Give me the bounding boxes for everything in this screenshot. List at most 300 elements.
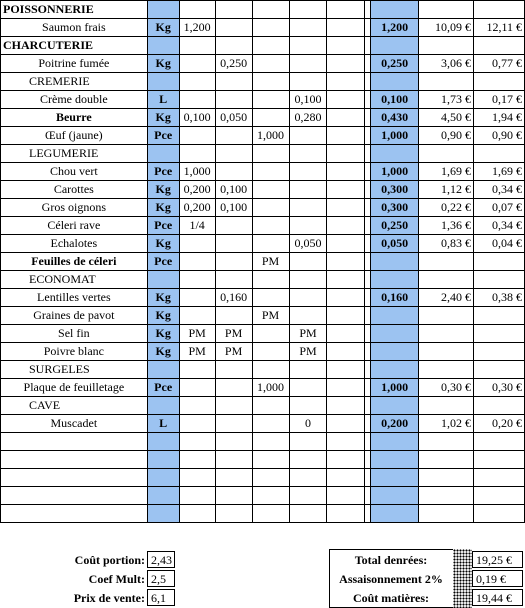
quantity-cell[interactable] [327, 145, 365, 163]
ingredient-name [1, 505, 148, 523]
table-row [1, 55, 525, 73]
table-row [1, 1, 525, 19]
quantity-cell[interactable] [327, 451, 365, 469]
total-price-cell: 0,20 € [473, 415, 524, 433]
quantity-cell[interactable] [252, 433, 289, 451]
ingredient-name: Chou vert [1, 163, 148, 181]
quantity-cell[interactable] [289, 55, 327, 73]
quantity-cell[interactable] [215, 271, 252, 289]
unit-cell: Kg [147, 109, 179, 127]
cout-portion-label: Coût portion: [74, 553, 145, 567]
quantity-cell[interactable]: 0,100 [179, 109, 215, 127]
ingredient-name: Carottes [1, 181, 148, 199]
quantity-cell[interactable]: 0,100 [215, 199, 252, 217]
ingredient-name: Feuilles de céleri [1, 253, 148, 271]
quantity-cell[interactable]: 0,200 [179, 199, 215, 217]
quantity-cell[interactable] [215, 379, 252, 397]
total-quantity-cell: 0,300 [371, 181, 419, 199]
unit-price-cell[interactable]: 0,90 € [419, 127, 474, 145]
quantity-cell[interactable] [179, 73, 215, 91]
quantity-cell[interactable] [327, 91, 365, 109]
quantity-cell[interactable] [327, 55, 365, 73]
quantity-cell[interactable] [215, 73, 252, 91]
cout-portion-value[interactable]: 2,43 [147, 551, 175, 568]
unit-cell: Pce [147, 379, 179, 397]
quantity-cell[interactable] [215, 307, 252, 325]
quantity-cell[interactable] [252, 19, 289, 37]
unit-cell: Kg [147, 19, 179, 37]
quantity-cell[interactable] [327, 505, 365, 523]
total-price-cell [473, 307, 524, 325]
ingredient-name: CAVE [1, 397, 148, 415]
unit-price-cell[interactable] [419, 397, 474, 415]
unit-price-cell[interactable] [419, 433, 474, 451]
quantity-cell[interactable]: PM [179, 325, 215, 343]
quantity-cell[interactable]: 0,100 [289, 91, 327, 109]
unit-cell [147, 361, 179, 379]
unit-price-cell[interactable] [419, 469, 474, 487]
ingredient-name: Gros oignons [1, 199, 148, 217]
quantity-cell[interactable] [289, 379, 327, 397]
quantity-cell[interactable] [252, 91, 289, 109]
unit-price-cell[interactable]: 1,69 € [419, 163, 474, 181]
quantity-cell[interactable] [289, 181, 327, 199]
quantity-cell[interactable] [289, 253, 327, 271]
unit-price-cell[interactable] [419, 253, 474, 271]
unit-price-cell[interactable] [419, 1, 474, 19]
ingredient-name [1, 451, 148, 469]
quantity-cell[interactable] [179, 433, 215, 451]
quantity-cell[interactable] [327, 271, 365, 289]
quantity-cell[interactable] [252, 397, 289, 415]
quantity-cell[interactable] [179, 379, 215, 397]
quantity-cell[interactable] [215, 505, 252, 523]
table-row [1, 451, 525, 469]
quantity-cell[interactable] [327, 109, 365, 127]
assaisonnement-value[interactable]: 0,19 € [472, 570, 523, 587]
quantity-cell[interactable] [327, 19, 365, 37]
quantity-cell[interactable] [252, 199, 289, 217]
ingredient-name: Crème double [1, 91, 148, 109]
unit-price-cell[interactable]: 3,06 € [419, 55, 474, 73]
quantity-cell[interactable] [179, 505, 215, 523]
quantity-cell[interactable] [179, 451, 215, 469]
total-price-cell [473, 361, 524, 379]
quantity-cell[interactable] [215, 19, 252, 37]
total-quantity-cell: 0,100 [371, 91, 419, 109]
ingredient-name [1, 487, 148, 505]
table-row [1, 361, 525, 379]
quantity-cell[interactable] [179, 469, 215, 487]
total-quantity-cell: 0,250 [371, 217, 419, 235]
quantity-cell[interactable] [179, 91, 215, 109]
quantity-cell[interactable] [252, 487, 289, 505]
quantity-cell[interactable] [289, 469, 327, 487]
total-price-cell [473, 73, 524, 91]
quantity-cell[interactable] [327, 325, 365, 343]
ingredient-name: SURGELES [1, 361, 148, 379]
total-price-cell: 0,38 € [473, 289, 524, 307]
unit-cell [147, 505, 179, 523]
quantity-cell[interactable] [179, 1, 215, 19]
quantity-cell[interactable] [327, 217, 365, 235]
quantity-cell[interactable] [252, 343, 289, 361]
total-quantity-cell [371, 37, 419, 55]
quantity-cell[interactable]: PM [215, 325, 252, 343]
cout-matieres-label: Coût matières: [352, 591, 430, 605]
quantity-cell[interactable] [252, 217, 289, 235]
unit-cell [147, 271, 179, 289]
quantity-cell[interactable] [289, 433, 327, 451]
quantity-cell[interactable] [327, 181, 365, 199]
quantity-cell[interactable] [252, 469, 289, 487]
total-price-cell [473, 1, 524, 19]
unit-price-cell[interactable] [419, 325, 474, 343]
unit-price-cell[interactable] [419, 361, 474, 379]
unit-price-cell[interactable]: 2,40 € [419, 289, 474, 307]
quantity-cell[interactable] [179, 289, 215, 307]
quantity-cell[interactable] [327, 289, 365, 307]
quantity-cell[interactable] [289, 505, 327, 523]
total-quantity-cell [371, 505, 419, 523]
ingredient-name: LEGUMERIE [1, 145, 148, 163]
quantity-cell[interactable] [179, 37, 215, 55]
quantity-cell[interactable] [252, 235, 289, 253]
quantity-cell[interactable]: PM [289, 343, 327, 361]
quantity-cell[interactable]: 0,200 [179, 181, 215, 199]
quantity-cell[interactable] [252, 451, 289, 469]
total-quantity-cell [371, 433, 419, 451]
quantity-cell[interactable] [252, 37, 289, 55]
summary-footer [0, 549, 525, 608]
total-quantity-cell: 0,250 [371, 55, 419, 73]
ingredient-name: Œuf (jaune) [1, 127, 148, 145]
coef-mult-value[interactable]: 2,5 [147, 570, 175, 587]
quantity-cell[interactable] [289, 397, 327, 415]
quantity-cell[interactable] [289, 307, 327, 325]
quantity-cell[interactable] [215, 37, 252, 55]
unit-price-cell[interactable]: 10,09 € [419, 19, 474, 37]
table-row [1, 469, 525, 487]
quantity-cell[interactable] [327, 37, 365, 55]
unit-cell [147, 37, 179, 55]
quantity-cell[interactable] [327, 307, 365, 325]
quantity-cell[interactable] [252, 415, 289, 433]
table-row [1, 505, 525, 523]
table-row [1, 217, 525, 235]
quantity-cell[interactable] [252, 145, 289, 163]
quantity-cell[interactable] [289, 37, 327, 55]
quantity-cell[interactable] [327, 397, 365, 415]
quantity-cell[interactable] [327, 433, 365, 451]
prix-vente-value[interactable]: 6,1 [147, 589, 175, 606]
unit-price-cell[interactable] [419, 307, 474, 325]
unit-cell: Kg [147, 55, 179, 73]
quantity-cell[interactable]: PM [252, 253, 289, 271]
quantity-cell[interactable] [327, 469, 365, 487]
table-row [1, 19, 525, 37]
quantity-cell[interactable]: 1,200 [179, 19, 215, 37]
quantity-cell[interactable] [215, 397, 252, 415]
ingredient-name: Plaque de feuilletage [1, 379, 148, 397]
total-price-cell [473, 145, 524, 163]
quantity-cell[interactable] [179, 361, 215, 379]
quantity-cell[interactable] [289, 217, 327, 235]
total-quantity-cell [371, 397, 419, 415]
unit-price-cell[interactable]: 0,22 € [419, 199, 474, 217]
quantity-cell[interactable] [252, 325, 289, 343]
quantity-cell[interactable]: 0,250 [215, 55, 252, 73]
prix-vente-label: Prix de vente: [73, 591, 145, 605]
total-price-cell: 0,17 € [473, 91, 524, 109]
quantity-cell[interactable] [289, 451, 327, 469]
quantity-cell[interactable] [179, 55, 215, 73]
quantity-cell[interactable]: 1,000 [252, 127, 289, 145]
unit-price-cell[interactable] [419, 451, 474, 469]
quantity-cell[interactable] [179, 145, 215, 163]
unit-price-cell[interactable] [419, 343, 474, 361]
total-quantity-cell [371, 325, 419, 343]
unit-price-cell[interactable] [419, 271, 474, 289]
quantity-cell[interactable] [215, 145, 252, 163]
quantity-cell[interactable] [215, 469, 252, 487]
quantity-cell[interactable]: 0,160 [215, 289, 252, 307]
unit-cell: Pce [147, 253, 179, 271]
quantity-cell[interactable] [327, 379, 365, 397]
table-row [1, 307, 525, 325]
quantity-cell[interactable] [289, 271, 327, 289]
unit-cell: Kg [147, 289, 179, 307]
table-row [1, 73, 525, 91]
unit-cell: L [147, 91, 179, 109]
unit-price-cell[interactable]: 1,73 € [419, 91, 474, 109]
quantity-cell[interactable] [215, 361, 252, 379]
quantity-cell[interactable] [327, 73, 365, 91]
quantity-cell[interactable] [179, 253, 215, 271]
quantity-cell[interactable] [252, 1, 289, 19]
total-price-cell: 0,77 € [473, 55, 524, 73]
unit-cell [147, 487, 179, 505]
unit-cell: Kg [147, 307, 179, 325]
quantity-cell[interactable] [327, 163, 365, 181]
ingredient-name: ECONOMAT [1, 271, 148, 289]
total-price-cell [473, 451, 524, 469]
quantity-cell[interactable] [252, 289, 289, 307]
assaisonnement-label: Assaisonnement 2% [339, 572, 443, 586]
unit-cell: Kg [147, 325, 179, 343]
total-price-cell: 0,04 € [473, 235, 524, 253]
total-quantity-cell [371, 343, 419, 361]
table-row [1, 37, 525, 55]
quantity-cell[interactable] [327, 415, 365, 433]
quantity-cell[interactable] [327, 361, 365, 379]
table-row [1, 235, 525, 253]
total-quantity-cell [371, 253, 419, 271]
unit-cell [147, 433, 179, 451]
quantity-cell[interactable]: 0,050 [215, 109, 252, 127]
quantity-cell[interactable] [252, 271, 289, 289]
total-price-cell [473, 271, 524, 289]
unit-price-cell[interactable] [419, 487, 474, 505]
quantity-cell[interactable] [327, 199, 365, 217]
total-quantity-cell: 0,200 [371, 415, 419, 433]
quantity-cell[interactable] [327, 487, 365, 505]
unit-cell [147, 397, 179, 415]
unit-price-cell[interactable]: 1,36 € [419, 217, 474, 235]
quantity-cell[interactable] [179, 415, 215, 433]
quantity-cell[interactable] [215, 451, 252, 469]
quantity-cell[interactable] [179, 127, 215, 145]
quantity-cell[interactable] [252, 163, 289, 181]
total-price-cell [473, 397, 524, 415]
quantity-cell[interactable] [179, 235, 215, 253]
cout-matieres-value[interactable]: 19,44 € [472, 589, 523, 606]
unit-price-cell[interactable] [419, 145, 474, 163]
quantity-cell[interactable] [252, 55, 289, 73]
quantity-cell[interactable] [289, 361, 327, 379]
quantity-cell[interactable] [252, 361, 289, 379]
ingredient-name: Echalotes [1, 235, 148, 253]
table-row [1, 343, 525, 361]
unit-cell: Pce [147, 217, 179, 235]
unit-price-cell[interactable] [419, 37, 474, 55]
total-price-cell [473, 253, 524, 271]
ingredient-name: Graines de pavot [1, 307, 148, 325]
quantity-cell[interactable] [215, 415, 252, 433]
ingredient-name: Céleri rave [1, 217, 148, 235]
total-price-cell: 0,30 € [473, 379, 524, 397]
quantity-cell[interactable]: PM [215, 343, 252, 361]
quantity-cell[interactable]: 0,280 [289, 109, 327, 127]
quantity-cell[interactable]: 0 [289, 415, 327, 433]
quantity-cell[interactable] [289, 19, 327, 37]
table-row [1, 271, 525, 289]
quantity-cell[interactable] [252, 505, 289, 523]
total-quantity-cell [371, 487, 419, 505]
ingredient-name: Saumon frais [1, 19, 148, 37]
ingredient-name: Muscadet [1, 415, 148, 433]
table-row [1, 145, 525, 163]
quantity-cell[interactable] [215, 235, 252, 253]
quantity-cell[interactable] [215, 1, 252, 19]
quantity-cell[interactable] [289, 199, 327, 217]
quantity-cell[interactable]: PM [179, 343, 215, 361]
quantity-cell[interactable] [215, 217, 252, 235]
table-row [1, 181, 525, 199]
unit-cell: L [147, 415, 179, 433]
unit-price-cell[interactable] [419, 73, 474, 91]
quantity-cell[interactable] [215, 433, 252, 451]
unit-price-cell[interactable]: 1,02 € [419, 415, 474, 433]
unit-cell: Kg [147, 235, 179, 253]
quantity-cell[interactable] [289, 1, 327, 19]
total-quantity-cell [371, 307, 419, 325]
quantity-cell[interactable] [179, 307, 215, 325]
quantity-cell[interactable] [289, 127, 327, 145]
table-row [1, 397, 525, 415]
table-row [1, 487, 525, 505]
total-price-cell: 0,34 € [473, 181, 524, 199]
unit-cell: Kg [147, 181, 179, 199]
unit-cell: Pce [147, 127, 179, 145]
total-price-cell [473, 487, 524, 505]
total-quantity-cell: 1,200 [371, 19, 419, 37]
unit-price-cell[interactable]: 4,50 € [419, 109, 474, 127]
quantity-cell[interactable] [327, 253, 365, 271]
total-price-cell: 12,11 € [473, 19, 524, 37]
unit-price-cell[interactable] [419, 505, 474, 523]
quantity-cell[interactable] [215, 163, 252, 181]
total-price-cell [473, 37, 524, 55]
quantity-cell[interactable]: 1,000 [179, 163, 215, 181]
quantity-cell[interactable] [215, 487, 252, 505]
ingredient-rows [1, 1, 525, 523]
quantity-cell[interactable] [289, 163, 327, 181]
quantity-cell[interactable]: PM [252, 307, 289, 325]
total-denrees-value[interactable]: 19,25 € [472, 551, 523, 568]
quantity-cell[interactable] [252, 109, 289, 127]
quantity-cell[interactable]: PM [289, 325, 327, 343]
quantity-cell[interactable] [327, 127, 365, 145]
ingredient-name: POISSONNERIE [1, 1, 148, 19]
quantity-cell[interactable]: 1,000 [252, 379, 289, 397]
quantity-cell[interactable] [289, 73, 327, 91]
quantity-cell[interactable] [252, 73, 289, 91]
table-row [1, 415, 525, 433]
total-price-cell: 1,94 € [473, 109, 524, 127]
quantity-cell[interactable] [179, 397, 215, 415]
unit-price-cell[interactable]: 0,83 € [419, 235, 474, 253]
total-quantity-cell [371, 451, 419, 469]
ingredient-name: CREMERIE [1, 73, 148, 91]
table-row [1, 325, 525, 343]
total-quantity-cell [371, 361, 419, 379]
quantity-cell[interactable] [215, 91, 252, 109]
total-quantity-cell: 0,160 [371, 289, 419, 307]
quantity-cell[interactable]: 1/4 [179, 217, 215, 235]
total-quantity-cell [371, 1, 419, 19]
ingredient-name: Beurre [1, 109, 148, 127]
quantity-cell[interactable] [327, 1, 365, 19]
quantity-cell[interactable] [179, 271, 215, 289]
unit-cell [147, 451, 179, 469]
quantity-cell[interactable] [289, 289, 327, 307]
quantity-cell[interactable] [289, 145, 327, 163]
total-quantity-cell: 0,050 [371, 235, 419, 253]
quantity-cell[interactable] [327, 343, 365, 361]
quantity-cell[interactable] [327, 235, 365, 253]
total-quantity-cell [371, 145, 419, 163]
quantity-cell[interactable]: 0,100 [215, 181, 252, 199]
table-row [1, 433, 525, 451]
table-row [1, 91, 525, 109]
quantity-cell[interactable]: 0,050 [289, 235, 327, 253]
quantity-cell[interactable] [289, 487, 327, 505]
total-price-cell: 0,34 € [473, 217, 524, 235]
quantity-cell[interactable] [215, 127, 252, 145]
dotted-spacer [453, 549, 472, 608]
quantity-cell[interactable] [179, 487, 215, 505]
unit-price-cell[interactable]: 0,30 € [419, 379, 474, 397]
unit-cell: Kg [147, 199, 179, 217]
unit-cell [147, 145, 179, 163]
unit-price-cell[interactable]: 1,12 € [419, 181, 474, 199]
ingredient-name: Lentilles vertes [1, 289, 148, 307]
quantity-cell[interactable] [252, 181, 289, 199]
total-quantity-cell: 0,300 [371, 199, 419, 217]
table-row [1, 289, 525, 307]
quantity-cell[interactable] [215, 253, 252, 271]
